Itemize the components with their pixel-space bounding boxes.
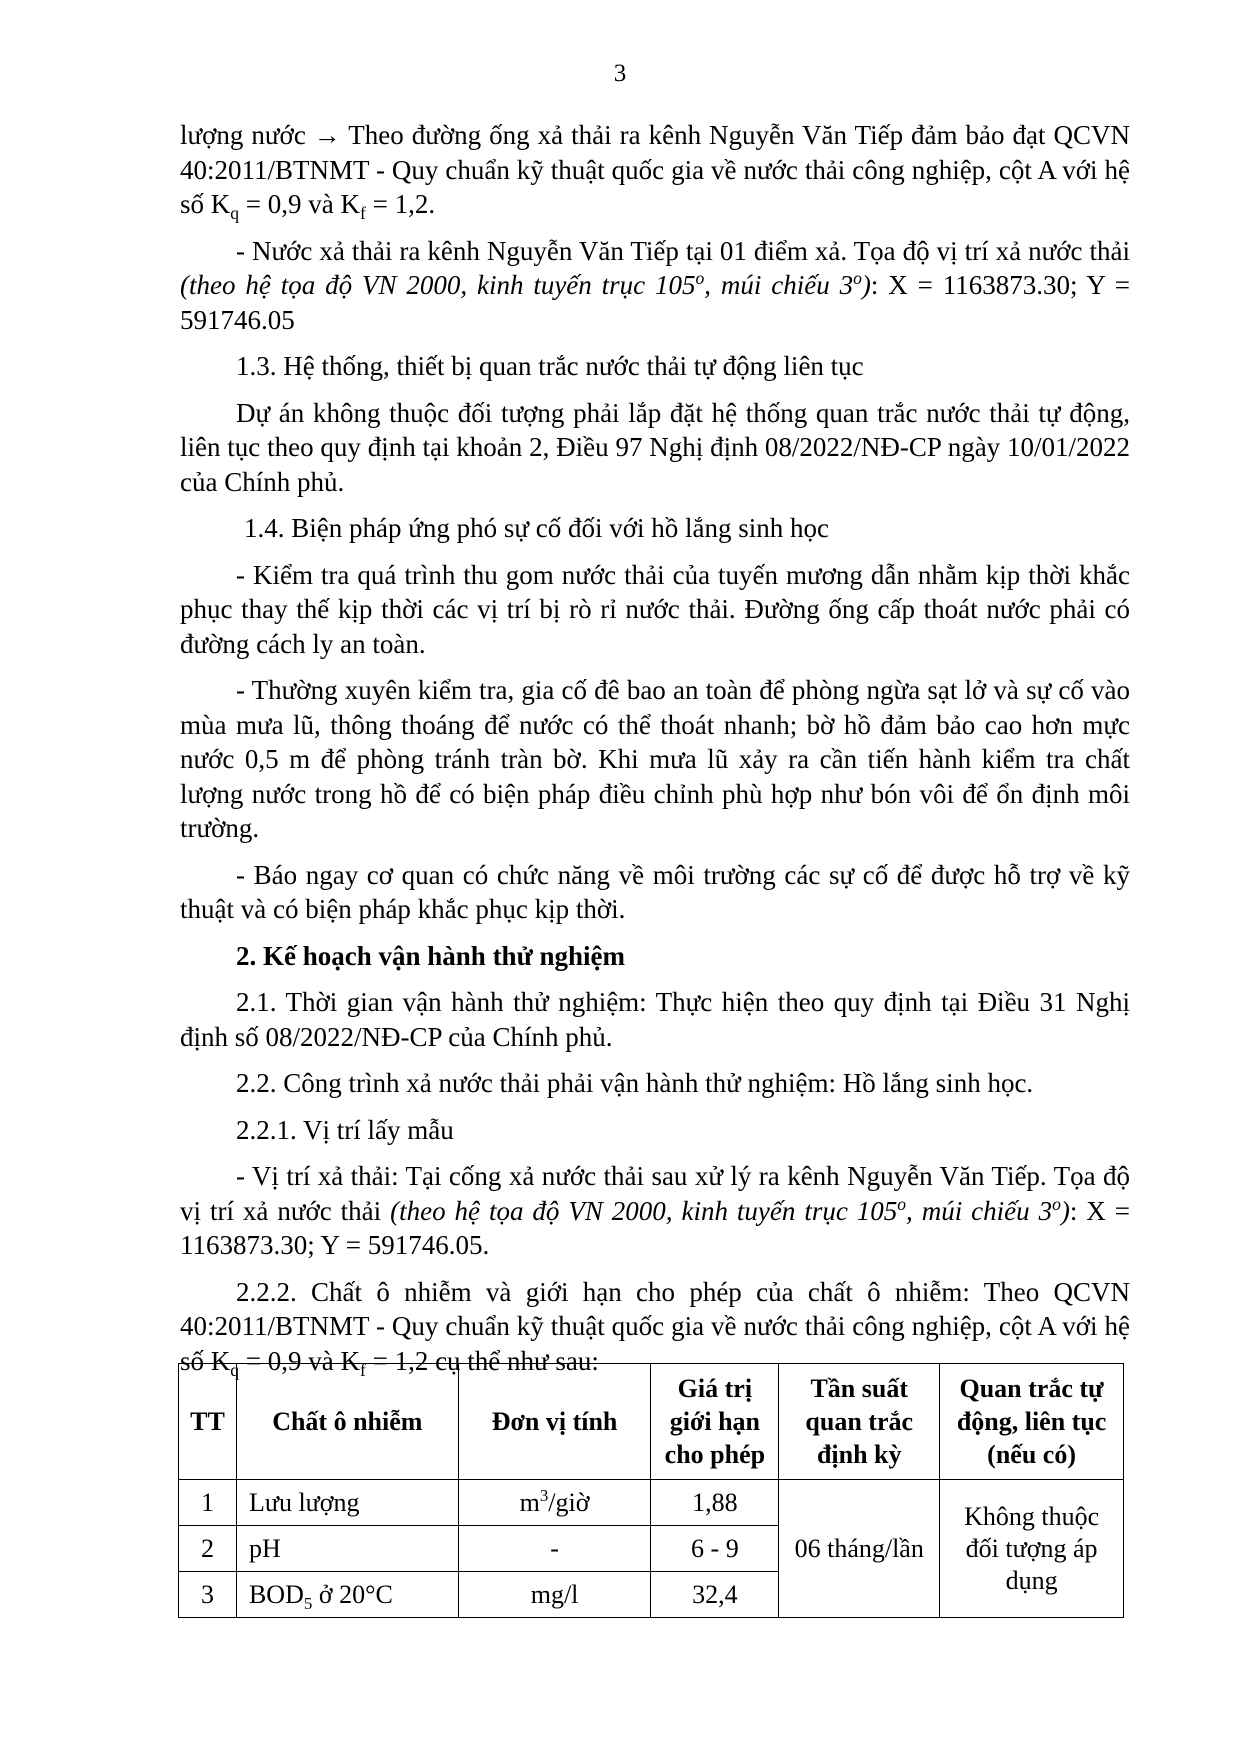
cell-unit: - xyxy=(458,1526,651,1572)
cell-pollutant: $BOD_5$ ở 20°C xyxy=(236,1572,458,1618)
paragraph-report-incident: - Báo ngay cơ quan có chức năng về môi trường các sự cố để được hỗ trợ về kỹ thuật và có biện pháp khắc phục kịp thời. xyxy=(180,859,1130,924)
paragraph-pollutant-limits: 2.2.2. Chất ô nhiễm và giới hạn cho phép của chất ô nhiễm: Theo QCVN 40:2011/BTNMT - Quy chuẩn kỹ thuật quốc gia về nước thải công nghiệp, cột A với hệ số $K_q = 0,9$ và $K_f = 1,2$ cụ thể như sau: xyxy=(180,1276,1130,1380)
table-row xyxy=(179,1480,1124,1526)
cell-auto-monitoring: Không thuộc đối tượng áp dụng xyxy=(940,1480,1124,1618)
cell-limit: 32,4 xyxy=(651,1572,779,1618)
paragraph-trial-works: 2.2. Công trình xả nước thải phải vận hành thử nghiệm: Hồ lắng sinh học. xyxy=(236,1068,1034,1098)
paragraph-inspection: - Kiểm tra quá trình thu gom nước thải của tuyến mương dẫn nhằm kịp thời khắc phục thay thế kịp thời các vị trí bị rò rỉ nước thải. Đường ống cấp thoát nước phải có đường cách ly an toàn. xyxy=(180,559,1130,659)
paragraph-auto-monitoring: Dự án không thuộc đối tượng phải lắp đặt hệ thống quan trắc nước thải tự động, liên tục theo quy định tại khoản 2, Điều 97 Nghị định 08/2022/NĐ-CP ngày 10/01/2022 của Chính phủ. xyxy=(180,397,1130,497)
header-frequency: Tần suất quan trắc định kỳ xyxy=(779,1364,940,1480)
paragraph-trial-time: 2.1. Thời gian vận hành thử nghiệm: Thực hiện theo quy định tại Điều 31 Nghị định số 08/2022/NĐ-CP của Chính phủ. xyxy=(180,987,1130,1052)
document-body xyxy=(180,118,1130,1390)
cell-pollutant: pH xyxy=(236,1526,458,1572)
cell-frequency: 06 tháng/lần xyxy=(779,1480,940,1618)
cell-unit: mg/l xyxy=(458,1572,651,1618)
header-pollutant: Chất ô nhiễm xyxy=(236,1364,458,1480)
cell-tt: 3 xyxy=(179,1572,237,1618)
cell-tt: 2 xyxy=(179,1526,237,1572)
paragraph-discharge-point: - Nước xả thải ra kênh Nguyễn Văn Tiếp tại 01 điểm xả. Tọa độ vị trí xả nước thải (theo hệ tọa độ VN 2000, kinh tuyến trục 105$^o$, múi chiếu 3$^o$): X = 1163873.30; Y = 591746.05 xyxy=(180,235,1130,335)
heading-1-3: 1.3. Hệ thống, thiết bị quan trắc nước thải tự động liên tục xyxy=(236,351,864,381)
cell-unit: $m^3$/giờ xyxy=(458,1480,651,1526)
table-header-row xyxy=(179,1364,1124,1480)
heading-2: 2. Kế hoạch vận hành thử nghiệm xyxy=(236,940,626,971)
cell-limit: 6 - 9 xyxy=(651,1526,779,1572)
paragraph-sampling-location: - Vị trí xả thải: Tại cống xả nước thải sau xử lý ra kênh Nguyễn Văn Tiếp. Tọa độ vị trí xả nước thải (theo hệ tọa độ VN 2000, kinh tuyến trục 105$^o$, múi chiếu 3$^o$): X = 1163873.30; Y = 591746.05. xyxy=(180,1161,1130,1260)
header-limit: Giá trị giới hạn cho phép xyxy=(651,1364,779,1480)
paragraph-qcvn-compliance: lượng nước → Theo đường ống xả thải ra kênh Nguyễn Văn Tiếp đảm bảo đạt QCVN 40:2011/BTNMT - Quy chuẩn kỹ thuật quốc gia về nước thải công nghiệp, cột A với hệ số $K_q = 0,9$ và $K_f = 1,2$. xyxy=(180,120,1130,223)
cell-limit: 1,88 xyxy=(651,1480,779,1526)
header-tt: TT xyxy=(179,1364,237,1480)
heading-2-2-1: 2.2.1. Vị trí lấy mẫu xyxy=(236,1114,454,1145)
cell-pollutant: Lưu lượng xyxy=(236,1480,458,1526)
paragraph-embankment: - Thường xuyên kiểm tra, gia cố đê bao an toàn để phòng ngừa sạt lở và sự cố vào mùa mưa lũ, thông thoáng để nước có thể thoát nhanh; bờ hồ đảm bảo cao hơn mực nước 0,5 m để phòng tránh tràn bờ. Khi mưa lũ xảy ra cần tiến hành kiểm tra chất lượng nước trong hồ để có biện pháp điều chỉnh phù hợp như bón vôi để ổn định môi trường. xyxy=(180,675,1130,843)
pollutant-table xyxy=(178,1363,1124,1618)
heading-1-4: 1.4. Biện pháp ứng phó sự cố đối với hồ lắng sinh học xyxy=(244,513,829,543)
header-auto-monitoring: Quan trắc tự động, liên tục (nếu có) xyxy=(940,1364,1124,1480)
header-unit: Đơn vị tính xyxy=(458,1364,651,1480)
cell-tt: 1 xyxy=(179,1480,237,1526)
page-number: 3 xyxy=(613,60,627,87)
